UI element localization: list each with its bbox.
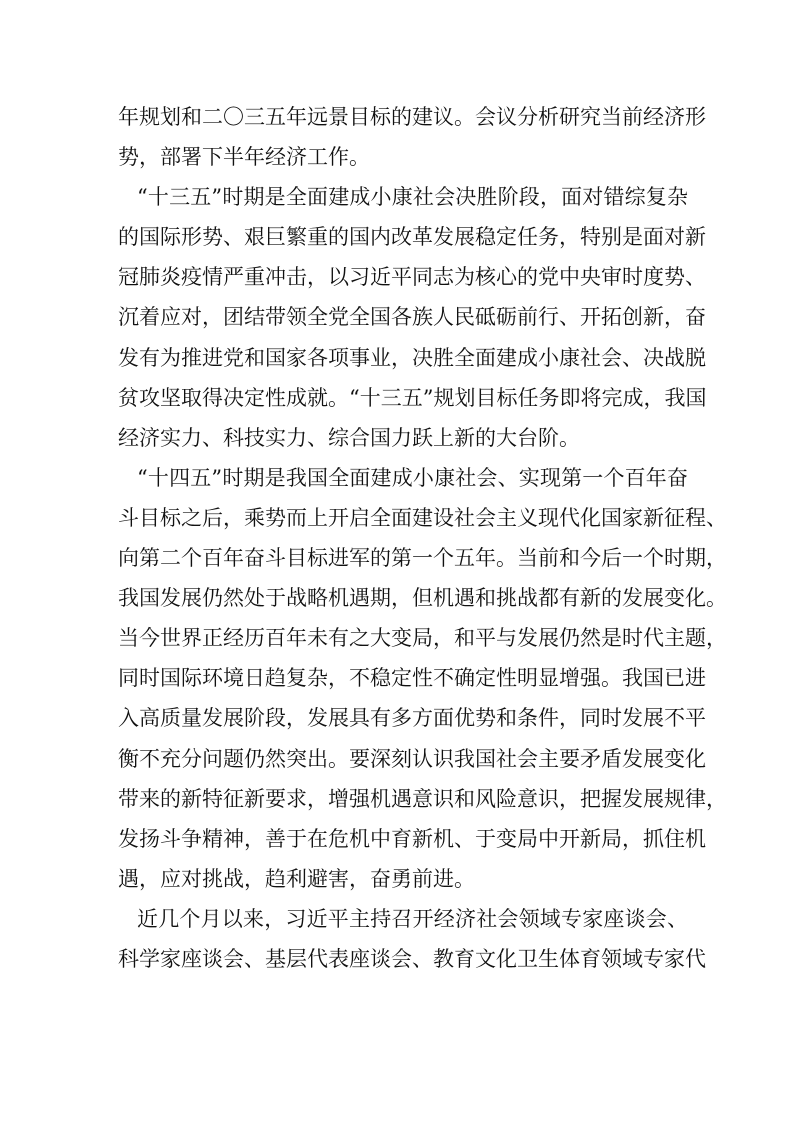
text-line: 科学家座谈会、基层代表座谈会、教育文化卫生体育领域专家代 xyxy=(118,946,706,971)
text-line: 的国际形势、艰巨繁重的国内改革发展稳定任务，特别是面对新 xyxy=(118,225,706,250)
text-line: 经济实力、科技实力、综合国力跃上新的大台阶。 xyxy=(118,425,580,450)
text-line: 近几个月以来，习近平主持召开经济社会领域专家座谈会、 xyxy=(137,906,688,931)
text-line: 势，部署下半年经济工作。 xyxy=(118,145,370,170)
text-line: “十四五”时期是我国全面建成小康社会、实现第一个百年奋 xyxy=(137,465,688,490)
body-text xyxy=(118,97,727,979)
text-line: 衡不充分问题仍然突出。要深刻认识我国社会主要矛盾发展变化 xyxy=(118,746,706,771)
text-line: 发有为推进党和国家各项事业，决胜全面建成小康社会、决战脱 xyxy=(118,345,706,370)
text-line: 年规划和二〇三五年远景目标的建议。会议分析研究当前经济形 xyxy=(118,105,706,129)
text-line: 当今世界正经历百年未有之大变局，和平与发展仍然是时代主题， xyxy=(118,626,727,651)
text-line: 带来的新特征新要求，增强机遇意识和风险意识，把握发展规律， xyxy=(118,786,727,811)
text-line: “十三五”时期是全面建成小康社会决胜阶段，面对错综复杂 xyxy=(137,185,688,210)
text-line: 冠肺炎疫情严重冲击，以习近平同志为核心的党中央审时度势、 xyxy=(118,265,706,290)
text-line: 同时国际环境日趋复杂，不稳定性不确定性明显增强。我国已进 xyxy=(118,666,706,691)
text-line: 贫攻坚取得决定性成就。“十三五”规划目标任务即将完成，我国 xyxy=(118,385,707,410)
text-line: 沉着应对，团结带领全党全国各族人民砥砺前行、开拓创新，奋 xyxy=(118,305,706,330)
text-line: 入高质量发展阶段，发展具有多方面优势和条件，同时发展不平 xyxy=(118,706,706,731)
text-line: 发扬斗争精神，善于在危机中育新机、于变局中开新局，抓住机 xyxy=(118,826,706,851)
text-line: 斗目标之后，乘势而上开启全面建设社会主义现代化国家新征程、 xyxy=(118,505,727,530)
text-line: 遇，应对挑战，趋利避害，奋勇前进。 xyxy=(118,866,475,891)
text-line: 向第二个百年奋斗目标进军的第一个五年。当前和今后一个时期， xyxy=(118,546,727,571)
text-line: 我国发展仍然处于战略机遇期，但机遇和挑战都有新的发展变化。 xyxy=(118,586,727,611)
